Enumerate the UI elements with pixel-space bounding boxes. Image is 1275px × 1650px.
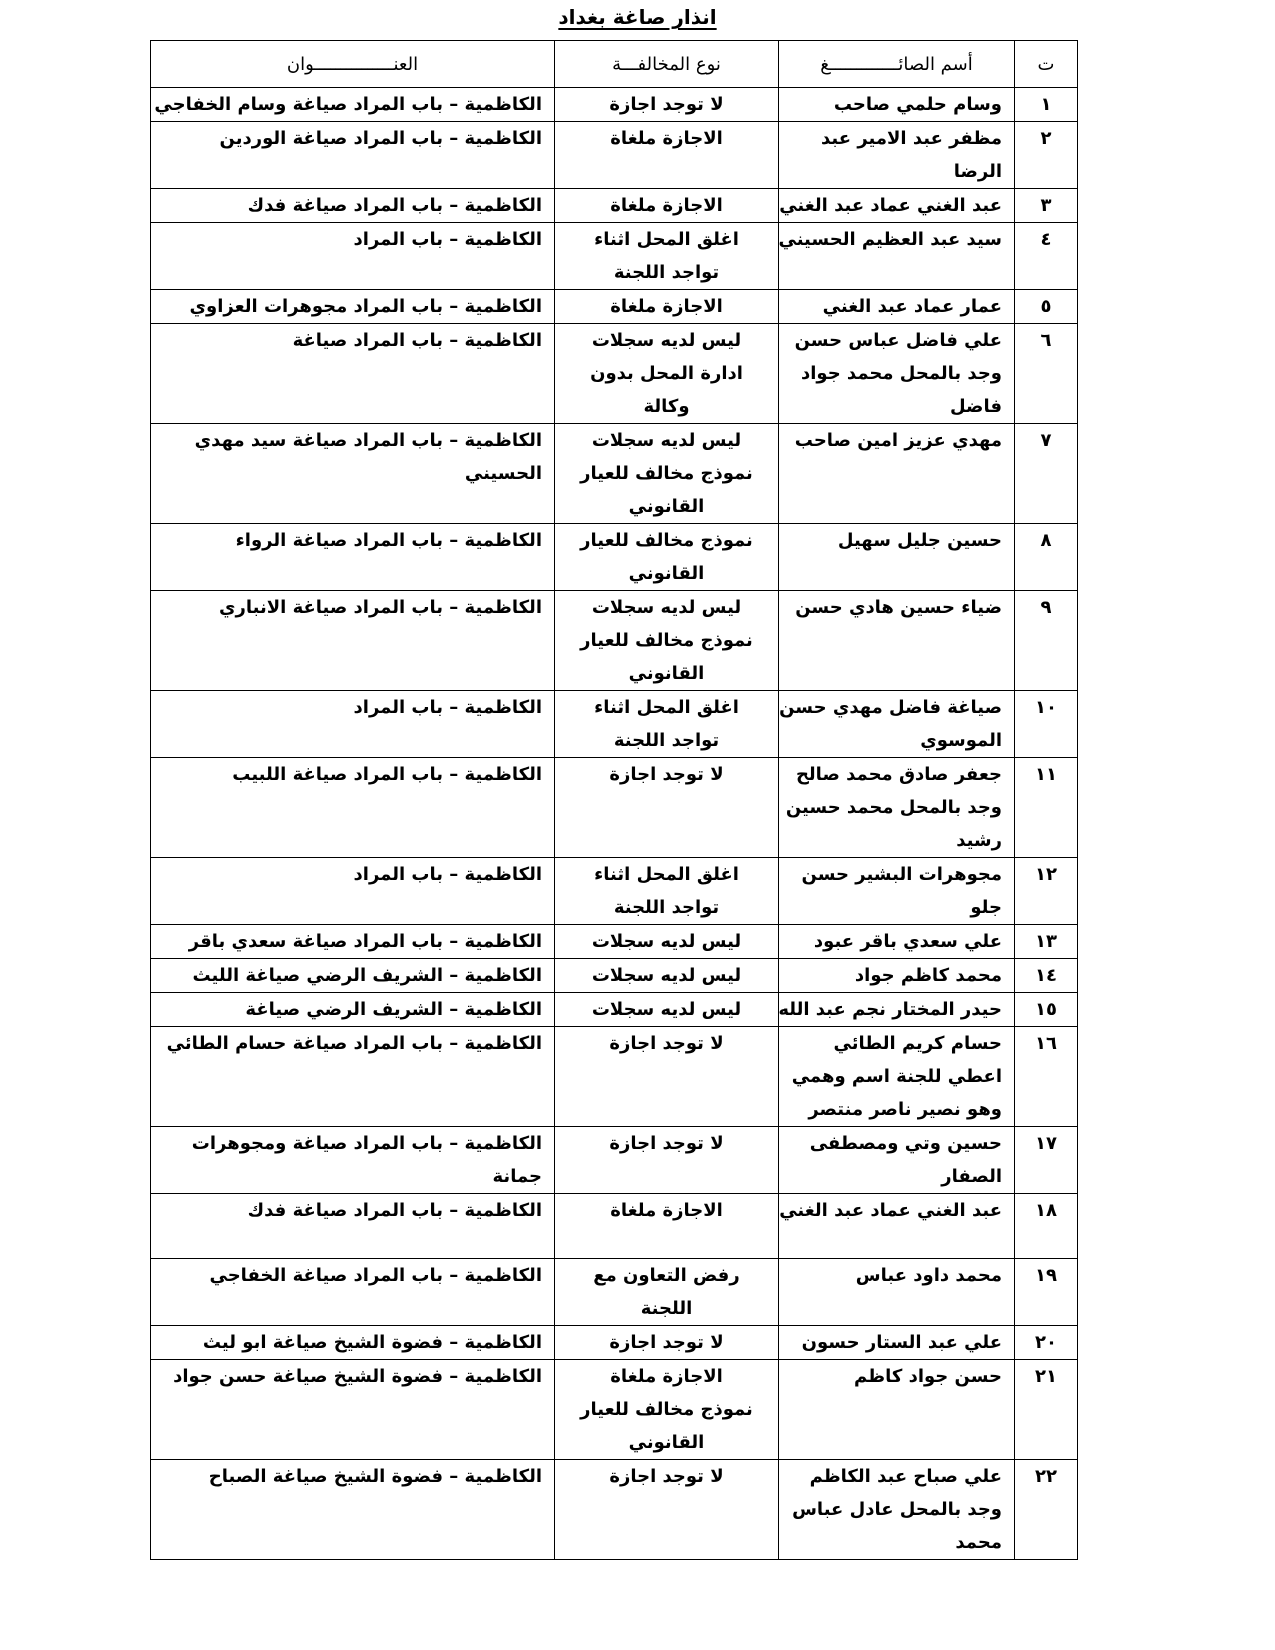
- address-cell: [151, 993, 555, 1027]
- violation-type-line: الاجازة ملغاة: [610, 195, 723, 216]
- goldsmith-name-cell: [779, 122, 1015, 189]
- goldsmith-name-line: حسين وتي ومصطفى: [809, 1133, 1002, 1154]
- address-line: الكاظمية – فضوة الشيخ صياغة ابو ليث: [202, 1332, 542, 1353]
- row-number: ١: [1015, 88, 1078, 122]
- goldsmith-name-cell: [779, 1326, 1015, 1360]
- address-cell: [151, 1027, 555, 1127]
- violation-type-line: الاجازة ملغاة: [610, 296, 723, 317]
- violation-type-cell: [555, 1326, 779, 1360]
- goldsmith-name-line: محمد داود عباس: [855, 1265, 1002, 1286]
- violation-type-cell: [555, 959, 779, 993]
- violations-table: [150, 40, 1078, 1560]
- goldsmith-name-line: فاضل: [949, 396, 1002, 417]
- violation-type-line: لا توجد اجازة: [609, 1332, 724, 1353]
- table-row: [151, 524, 1078, 591]
- goldsmith-name-line: علي سعدي باقر عبود: [813, 931, 1002, 952]
- violation-type-line: القانوني: [628, 663, 705, 684]
- table-row: [151, 925, 1078, 959]
- address-line: الكاظمية – فضوة الشيخ صياغة الصباح: [208, 1466, 542, 1487]
- row-number: ٩: [1015, 591, 1078, 691]
- address-cell: [151, 925, 555, 959]
- address-cell: [151, 1259, 555, 1326]
- row-number: ٥: [1015, 290, 1078, 324]
- row-number: ٦: [1015, 324, 1078, 424]
- address-line: الكاظمية – باب المراد صياغة وسام الخفاجي: [154, 94, 542, 115]
- violation-type-line: وكالة: [643, 396, 690, 417]
- row-number: ١٨: [1015, 1194, 1078, 1259]
- table-row: [151, 858, 1078, 925]
- address-line: الكاظمية – باب المراد: [353, 864, 542, 885]
- row-number: ١٥: [1015, 993, 1078, 1027]
- address-cell: [151, 1194, 555, 1259]
- goldsmith-name-cell: [779, 993, 1015, 1027]
- violation-type-line: ليس لديه سجلات: [591, 597, 742, 618]
- address-cell: [151, 324, 555, 424]
- goldsmith-name-line: محمد: [955, 1532, 1002, 1553]
- header-number: ت: [1015, 41, 1078, 88]
- address-line: الكاظمية – فضوة الشيخ صياغة حسن جواد: [173, 1366, 542, 1387]
- address-line: الكاظمية – باب المراد: [353, 229, 542, 250]
- address-line: الكاظمية – باب المراد صياغة الرواء: [235, 530, 542, 551]
- violation-type-cell: [555, 1127, 779, 1194]
- violation-type-cell: [555, 424, 779, 524]
- address-line: الكاظمية – باب المراد صياغة الانباري: [219, 597, 542, 618]
- table-row: [151, 1127, 1078, 1194]
- violation-type-line: القانوني: [628, 496, 705, 517]
- address-line: الكاظمية – باب المراد صياغة الخفاجي: [209, 1265, 542, 1286]
- address-cell: [151, 1127, 555, 1194]
- violation-type-line: تواجد اللجنة: [613, 730, 720, 751]
- address-cell: [151, 524, 555, 591]
- page-title-text: انذار صاغة بغداد: [558, 5, 717, 29]
- violation-type-line: نموذج مخالف للعيار: [580, 463, 753, 484]
- address-cell: [151, 122, 555, 189]
- violation-type-line: لا توجد اجازة: [609, 1466, 724, 1487]
- violation-type-line: تواجد اللجنة: [613, 262, 720, 283]
- row-number: ٢٠: [1015, 1326, 1078, 1360]
- goldsmith-name-cell: [779, 1027, 1015, 1127]
- violation-type-cell: [555, 691, 779, 758]
- violation-type-line: اغلق المحل اثناء: [594, 864, 739, 885]
- goldsmith-name-line: وجد بالمحل محمد جواد: [801, 363, 1002, 384]
- goldsmith-name-line: حيدر المختار نجم عبد الله: [778, 999, 1002, 1020]
- table-header-row: [151, 41, 1078, 88]
- violation-type-line: الاجازة ملغاة: [610, 128, 723, 149]
- table-row: [151, 1460, 1078, 1560]
- row-number: ١٢: [1015, 858, 1078, 925]
- violation-type-cell: [555, 1460, 779, 1560]
- row-number: ١٧: [1015, 1127, 1078, 1194]
- violation-type-line: ادارة المحل بدون: [590, 363, 743, 384]
- address-line: الكاظمية – باب المراد صياغة ومجوهرات: [191, 1133, 542, 1154]
- address-line: الكاظمية – باب المراد صياغة سعدي باقر: [188, 931, 542, 952]
- violation-type-line: لا توجد اجازة: [609, 1133, 724, 1154]
- violation-type-line: اللجنة: [640, 1298, 693, 1319]
- goldsmith-name-cell: [779, 424, 1015, 524]
- address-cell: [151, 591, 555, 691]
- goldsmith-name-cell: [779, 524, 1015, 591]
- violation-type-cell: [555, 993, 779, 1027]
- violation-type-cell: [555, 858, 779, 925]
- row-number: ١٣: [1015, 925, 1078, 959]
- goldsmith-name-cell: [779, 959, 1015, 993]
- violation-type-cell: [555, 1194, 779, 1259]
- violation-type-line: القانوني: [628, 563, 705, 584]
- violation-type-cell: [555, 758, 779, 858]
- goldsmith-name-line: حسام كريم الطائي: [833, 1033, 1002, 1054]
- table-row: [151, 189, 1078, 223]
- address-cell: [151, 189, 555, 223]
- violation-type-line: نموذج مخالف للعيار: [580, 530, 753, 551]
- page-title: [0, 0, 1275, 34]
- goldsmith-name-line: محمد كاظم جواد: [854, 965, 1002, 986]
- address-line: الحسيني: [464, 463, 542, 484]
- address-line: الكاظمية – باب المراد: [353, 697, 542, 718]
- row-number: ٣: [1015, 189, 1078, 223]
- violation-type-line: ليس لديه سجلات: [591, 931, 742, 952]
- table-row: [151, 424, 1078, 524]
- goldsmith-name-line: ضياء حسين هادي حسن: [795, 597, 1002, 618]
- violation-type-line: اغلق المحل اثناء: [594, 229, 739, 250]
- violation-type-line: نموذج مخالف للعيار: [580, 630, 753, 651]
- violation-type-line: ليس لديه سجلات: [591, 430, 742, 451]
- address-line: الكاظمية – باب المراد صياغة حسام الطائي: [166, 1033, 542, 1054]
- goldsmith-name-line: مجوهرات البشير حسن: [801, 864, 1002, 885]
- table-row: [151, 1326, 1078, 1360]
- goldsmith-name-line: الرضا: [953, 161, 1002, 182]
- goldsmith-name-line: مهدي عزيز امين صاحب: [794, 430, 1002, 451]
- goldsmith-name-cell: [779, 1360, 1015, 1460]
- goldsmith-name-line: رشيد: [956, 830, 1002, 851]
- address-line: جمانة: [492, 1166, 542, 1187]
- violation-type-cell: [555, 925, 779, 959]
- violation-type-line: ليس لديه سجلات: [591, 330, 742, 351]
- violation-type-line: ليس لديه سجلات: [591, 965, 742, 986]
- goldsmith-name-line: عبد الغني عماد عبد الغني: [779, 1200, 1002, 1221]
- address-cell: [151, 1326, 555, 1360]
- address-cell: [151, 223, 555, 290]
- table-row: [151, 290, 1078, 324]
- violation-type-line: الاجازة ملغاة: [610, 1200, 723, 1221]
- goldsmith-name-cell: [779, 858, 1015, 925]
- goldsmith-name-line: حسين جليل سهيل: [837, 530, 1002, 551]
- violation-type-cell: [555, 88, 779, 122]
- goldsmith-name-line: عبد الغني عماد عبد الغني: [779, 195, 1002, 216]
- goldsmith-name-line: صياغة فاضل مهدي حسن: [779, 697, 1002, 718]
- table-row: [151, 758, 1078, 858]
- table-row: [151, 324, 1078, 424]
- table-row: [151, 691, 1078, 758]
- violation-type-line: الاجازة ملغاة: [610, 1366, 723, 1387]
- address-line: الكاظمية – باب المراد صياغة سيد مهدي: [194, 430, 542, 451]
- violation-type-cell: [555, 122, 779, 189]
- goldsmith-name-line: مظفر عبد الامير عبد: [821, 128, 1002, 149]
- address-cell: [151, 88, 555, 122]
- goldsmith-name-cell: [779, 189, 1015, 223]
- row-number: ٢: [1015, 122, 1078, 189]
- goldsmith-name-line: جلو: [970, 897, 1002, 918]
- violation-type-cell: [555, 290, 779, 324]
- address-cell: [151, 959, 555, 993]
- table-row: [151, 1360, 1078, 1460]
- row-number: ١٦: [1015, 1027, 1078, 1127]
- goldsmith-name-cell: [779, 758, 1015, 858]
- goldsmith-name-line: عمار عماد عبد الغني: [822, 296, 1002, 317]
- row-number: ٧: [1015, 424, 1078, 524]
- violation-type-line: لا توجد اجازة: [609, 1033, 724, 1054]
- goldsmith-name-line: الموسوي: [920, 730, 1002, 751]
- table-row: [151, 1259, 1078, 1326]
- goldsmith-name-line: جعفر صادق محمد صالح: [795, 764, 1002, 785]
- address-cell: [151, 290, 555, 324]
- address-line: الكاظمية – الشريف الرضي صياغة الليث: [192, 965, 542, 986]
- goldsmith-name-line: اعطي للجنة اسم وهمي: [791, 1066, 1002, 1087]
- goldsmith-name-cell: [779, 223, 1015, 290]
- violation-type-line: القانوني: [628, 1432, 705, 1453]
- row-number: ١١: [1015, 758, 1078, 858]
- address-cell: [151, 691, 555, 758]
- address-line: الكاظمية – باب المراد صياغة اللبيب: [232, 764, 542, 785]
- violation-type-line: ليس لديه سجلات: [591, 999, 742, 1020]
- violation-type-line: اغلق المحل اثناء: [594, 697, 739, 718]
- table-row: [151, 591, 1078, 691]
- goldsmith-name-cell: [779, 691, 1015, 758]
- address-line: الكاظمية – باب المراد صياغة فدك: [247, 195, 542, 216]
- goldsmith-name-line: وجد بالمحل محمد حسين: [785, 797, 1002, 818]
- address-cell: [151, 424, 555, 524]
- violation-type-line: لا توجد اجازة: [609, 764, 724, 785]
- address-line: الكاظمية – باب المراد صياغة: [292, 330, 542, 351]
- address-line: الكاظمية – باب المراد صياغة الوردين: [219, 128, 542, 149]
- violation-type-cell: [555, 324, 779, 424]
- address-cell: [151, 858, 555, 925]
- violation-type-line: لا توجد اجازة: [609, 94, 724, 115]
- violation-type-line: تواجد اللجنة: [613, 897, 720, 918]
- goldsmith-name-cell: [779, 324, 1015, 424]
- goldsmith-name-line: حسن جواد كاظم: [854, 1366, 1002, 1387]
- goldsmith-name-cell: [779, 88, 1015, 122]
- violation-type-cell: [555, 189, 779, 223]
- goldsmith-name-cell: [779, 290, 1015, 324]
- goldsmith-name-cell: [779, 591, 1015, 691]
- table-row: [151, 88, 1078, 122]
- header-goldsmith-name: أسم الصائـــــــــــــغ: [779, 41, 1015, 88]
- goldsmith-name-cell: [779, 925, 1015, 959]
- violation-type-line: رفض التعاون مع: [593, 1265, 740, 1286]
- violation-type-line: نموذج مخالف للعيار: [580, 1399, 753, 1420]
- row-number: ٤: [1015, 223, 1078, 290]
- goldsmith-name-line: وسام حلمي صاحب: [833, 94, 1002, 115]
- table-row: [151, 959, 1078, 993]
- table-row: [151, 1194, 1078, 1259]
- header-address: العنـــــــــــــــوان: [151, 41, 555, 88]
- goldsmith-name-line: علي عبد الستار حسون: [801, 1332, 1002, 1353]
- goldsmith-name-line: وهو نصير ناصر منتصر: [808, 1099, 1002, 1120]
- violation-type-cell: [555, 1259, 779, 1326]
- row-number: ١٩: [1015, 1259, 1078, 1326]
- address-line: الكاظمية – باب المراد صياغة فدك: [247, 1200, 542, 1221]
- table-row: [151, 993, 1078, 1027]
- table-body: [151, 88, 1078, 1560]
- goldsmith-name-line: الصفار: [941, 1166, 1002, 1187]
- address-line: الكاظمية – الشريف الرضي صياغة: [245, 999, 542, 1020]
- goldsmith-name-cell: [779, 1127, 1015, 1194]
- row-number: ٨: [1015, 524, 1078, 591]
- goldsmith-name-line: علي فاضل عباس حسن: [794, 330, 1002, 351]
- row-number: ١٤: [1015, 959, 1078, 993]
- goldsmith-name-line: سيد عبد العظيم الحسيني: [778, 229, 1002, 250]
- violation-type-cell: [555, 524, 779, 591]
- row-number: ٢١: [1015, 1360, 1078, 1460]
- goldsmith-name-cell: [779, 1460, 1015, 1560]
- table-row: [151, 223, 1078, 290]
- row-number: ١٠: [1015, 691, 1078, 758]
- goldsmith-name-cell: [779, 1194, 1015, 1259]
- violation-type-cell: [555, 223, 779, 290]
- address-cell: [151, 758, 555, 858]
- table-row: [151, 122, 1078, 189]
- violation-type-cell: [555, 591, 779, 691]
- header-violation-type: نوع المخالفـــة: [555, 41, 779, 88]
- violation-type-cell: [555, 1027, 779, 1127]
- row-number: ٢٢: [1015, 1460, 1078, 1560]
- address-cell: [151, 1460, 555, 1560]
- violation-type-cell: [555, 1360, 779, 1460]
- address-cell: [151, 1360, 555, 1460]
- address-line: الكاظمية – باب المراد مجوهرات العزاوي: [189, 296, 542, 317]
- goldsmith-name-line: علي صباح عبد الكاظم: [809, 1466, 1002, 1487]
- goldsmith-name-line: وجد بالمحل عادل عباس: [792, 1499, 1002, 1520]
- table-row: [151, 1027, 1078, 1127]
- goldsmith-name-cell: [779, 1259, 1015, 1326]
